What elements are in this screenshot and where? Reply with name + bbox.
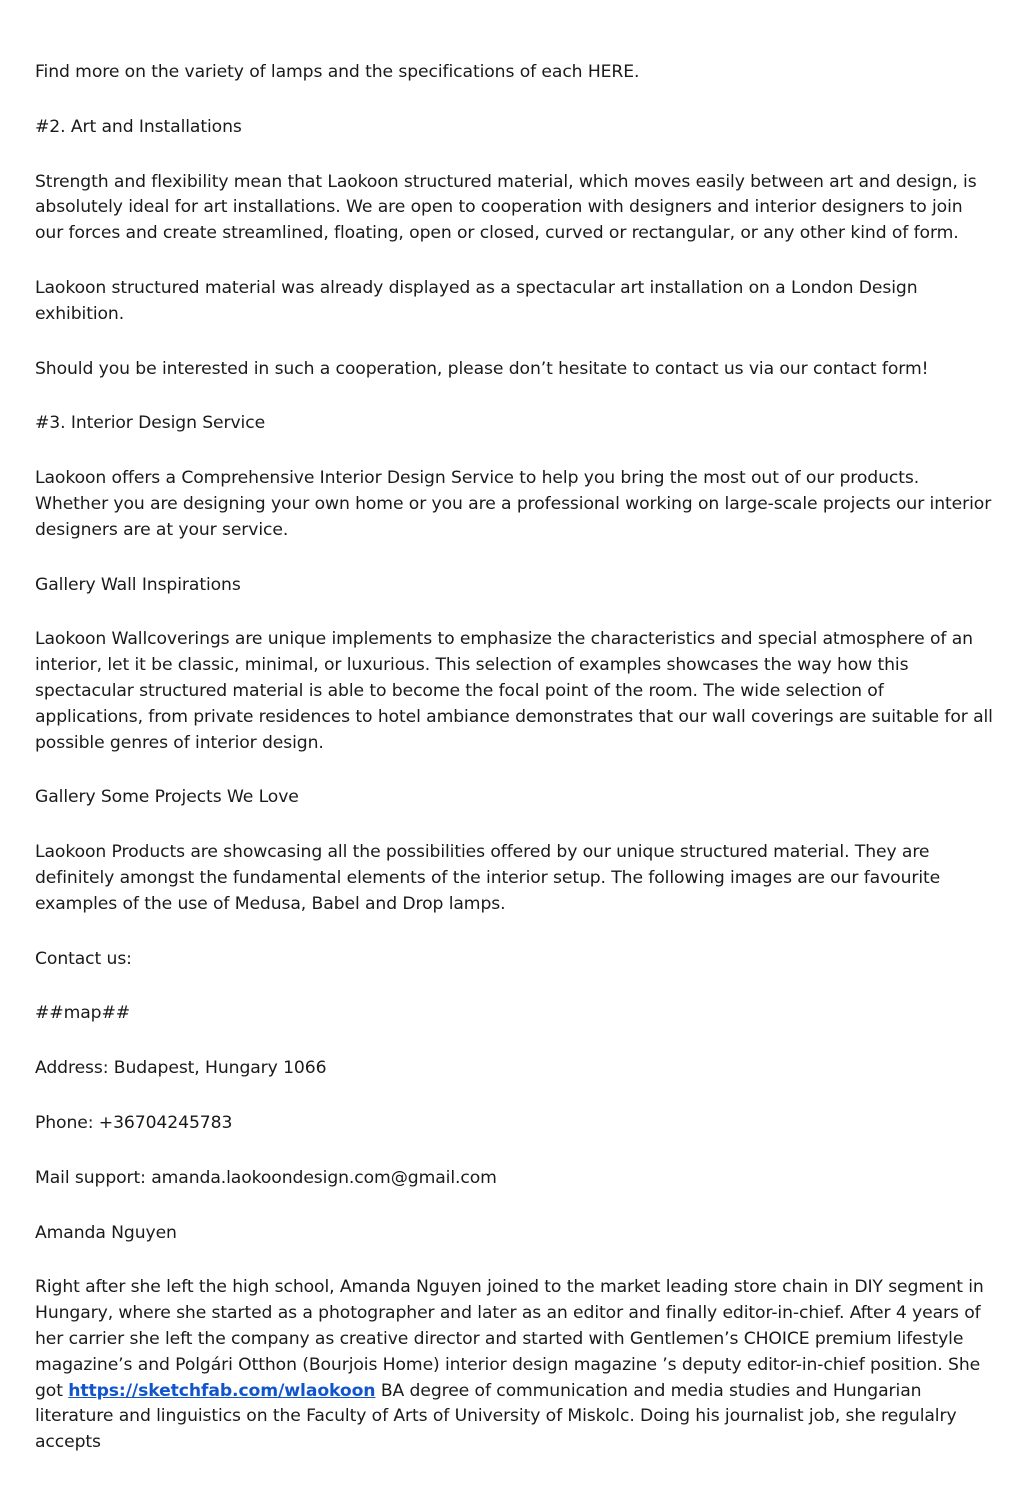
paragraph-london-exhibition: Laokoon structured material was already displayed as a spectacular art installation on a London Design exhibition. xyxy=(35,277,918,324)
paragraph-interior-design-service: Laokoon offers a Comprehensive Interior Design Service to help you bring the most out of our products. Whether you are designing your own home or you are a professional working on large-scale projects our interior designers are at your service. xyxy=(35,468,992,540)
paragraph-products: Laokoon Products are showcasing all the possibilities offered by our unique structured material. They are definitely amongst the fundamental elements of the interior setup. The following images are our favourite examples of the use of Medusa, Babel and Drop lamps. xyxy=(35,842,941,914)
paragraph-cooperation: Should you be interested in such a cooperation, please don’t hesitate to contact us via our contact form! xyxy=(35,358,929,379)
map-placeholder: ##map## xyxy=(35,1003,131,1024)
sketchfab-link[interactable]: https://sketchfab.com/wlaokoon xyxy=(68,1380,376,1401)
heading-interior-design-service: #3. Interior Design Service xyxy=(35,413,266,434)
paragraph-lamps-info: Find more on the variety of lamps and the specifications of each HERE. xyxy=(35,62,640,82)
heading-art-installations: #2. Art and Installations xyxy=(35,116,242,137)
paragraph-art-installations: Strength and flexibility mean that Laokoon structured material, which moves easily between art and design, is absolutely ideal for art installations. We are open to cooperation with designers and interior designers to join our forces and create streamlined, floating, open or closed, curved or rectangular, or any other kind of form. xyxy=(35,171,977,244)
heading-gallery-wall-inspirations: Gallery Wall Inspirations xyxy=(35,574,241,595)
author-name: Amanda Nguyen xyxy=(35,1222,177,1243)
bio-text-before-link: Right after she left the high school, Amanda Nguyen joined to the market leading store chain in DIY segment in Hungary, where she started as a photographer and later as an editor and finally editor-in-chief. After 4 years of her carrier she left the company as creative director and started with Gentlemen’s CHOICE premium lifestyle magazine’s and Polgári Otthon (Bourjois Home) interior design magazine ’s deputy editor-in-chief position. She got xyxy=(35,1277,984,1401)
contact-phone: Phone: +36704245783 xyxy=(35,1112,233,1133)
heading-gallery-projects: Gallery Some Projects We Love xyxy=(35,787,299,808)
contact-mail: Mail support: amanda.laokoondesign.com@gmail.com xyxy=(35,1167,497,1188)
contact-address: Address: Budapest, Hungary 1066 xyxy=(35,1058,327,1079)
paragraph-wallcoverings: Laokoon Wallcoverings are unique implements to emphasize the characteristics and special atmosphere of an interior, let it be classic, minimal, or luxurious. This selection of examples showcases the way how this spectacular structured material is able to become the focal point of the room. The wide selection of applications, from private residences to hotel ambiance demonstrates that our wall coverings are suitable for all possible genres of interior design. xyxy=(35,629,993,753)
document-body xyxy=(35,60,995,1485)
paragraph-author-bio xyxy=(35,1275,995,1456)
heading-contact-us: Contact us: xyxy=(35,948,132,969)
bio-text-after-link: BA degree of communication and media studies and Hungarian literature and linguistics on the Faculty of Arts of University of Miskolc. Doing his journalist job, she regulalry accepts xyxy=(35,1380,957,1453)
